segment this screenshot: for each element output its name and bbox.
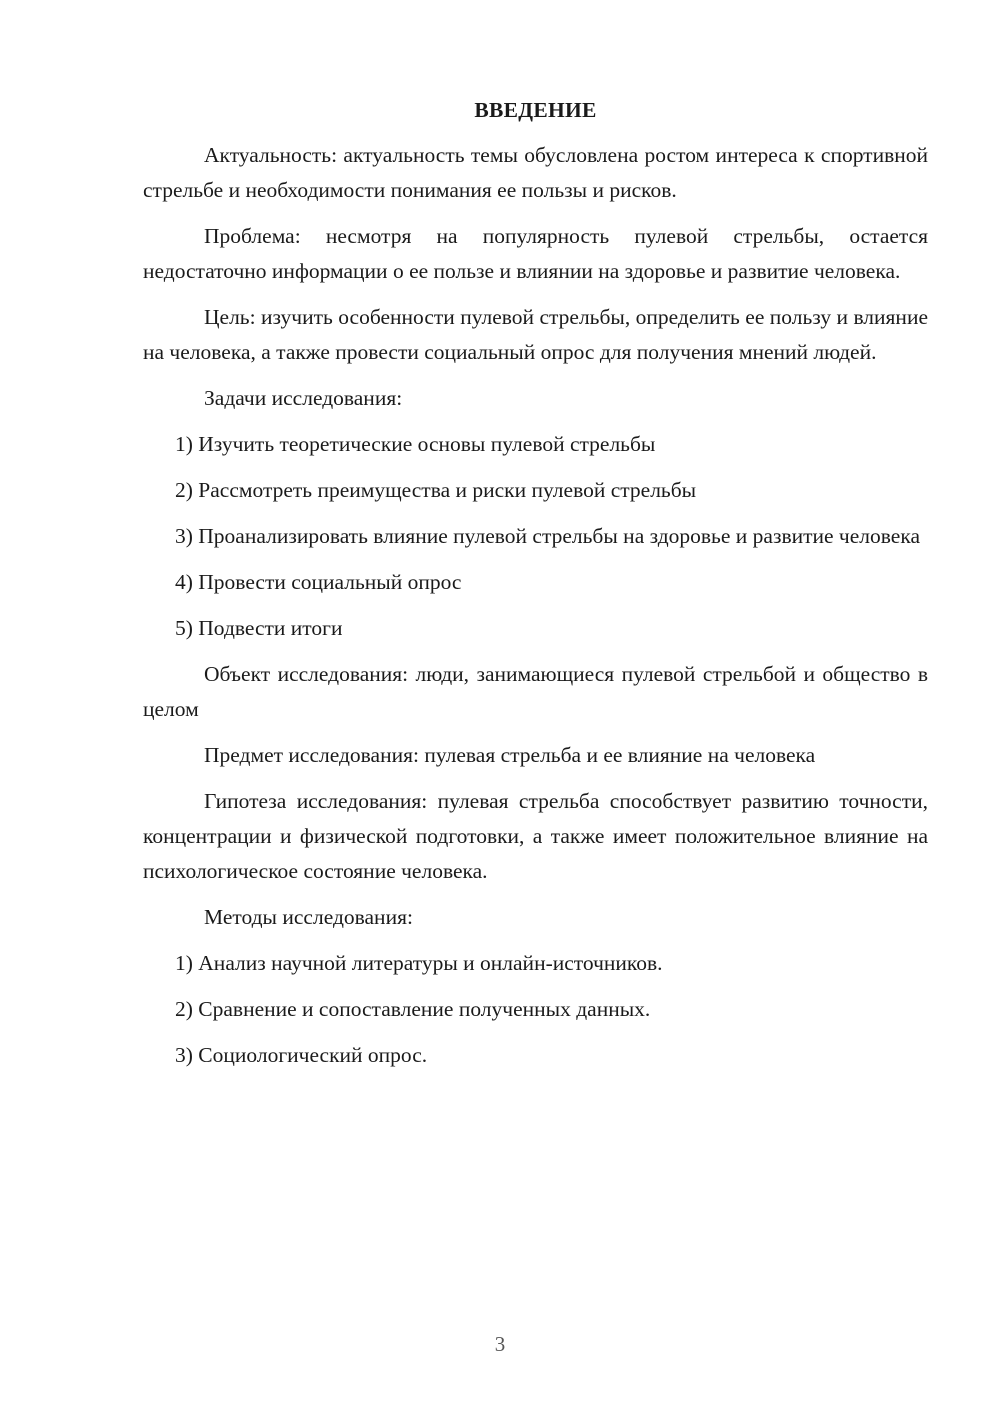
object-paragraph: Объект исследования: люди, занимающиеся пулевой стрельбой и общество в целом — [143, 662, 928, 721]
task-item: 4) Провести социальный опрос — [175, 570, 462, 594]
task-item: 2) Рассмотреть преимущества и риски пулевой стрельбы — [175, 478, 697, 502]
task-item: 3) Проанализировать влияние пулевой стрельбы на здоровье и развитие человека — [175, 524, 920, 548]
method-item: 1) Анализ научной литературы и онлайн-источников. — [175, 951, 663, 975]
page-number: 3 — [494, 1332, 506, 1356]
task-item: 5) Подвести итоги — [175, 616, 343, 640]
method-item: 2) Сравнение и сопоставление полученных данных. — [175, 997, 651, 1021]
document-page — [143, 96, 928, 1084]
relevance-paragraph: Актуальность: актуальность темы обусловлена ростом интереса к спортивной стрельбе и необходимости понимания ее пользы и рисков. — [143, 143, 928, 202]
hypothesis-paragraph: Гипотеза исследования: пулевая стрельба способствует развитию точности, концентрации и физической подготовки, а также имеет положительное влияние на психологическое состояние человека. — [143, 789, 928, 883]
subject-paragraph: Предмет исследования: пулевая стрельба и ее влияние на человека — [204, 743, 816, 767]
tasks-heading: Задачи исследования: — [204, 386, 403, 410]
goal-paragraph: Цель: изучить особенности пулевой стрельбы, определить ее пользу и влияние на человека, а также провести социальный опрос для получения мнений людей. — [143, 305, 928, 364]
page-title: ВВЕДЕНИЕ — [474, 98, 597, 122]
problem-paragraph: Проблема: несмотря на популярность пулевой стрельбы, остается недостаточно информации о ее пользе и влиянии на здоровье и развитие человека. — [143, 224, 928, 283]
method-item: 3) Социологический опрос. — [175, 1043, 428, 1067]
methods-heading: Методы исследования: — [204, 905, 413, 929]
task-item: 1) Изучить теоретические основы пулевой стрельбы — [175, 432, 656, 456]
